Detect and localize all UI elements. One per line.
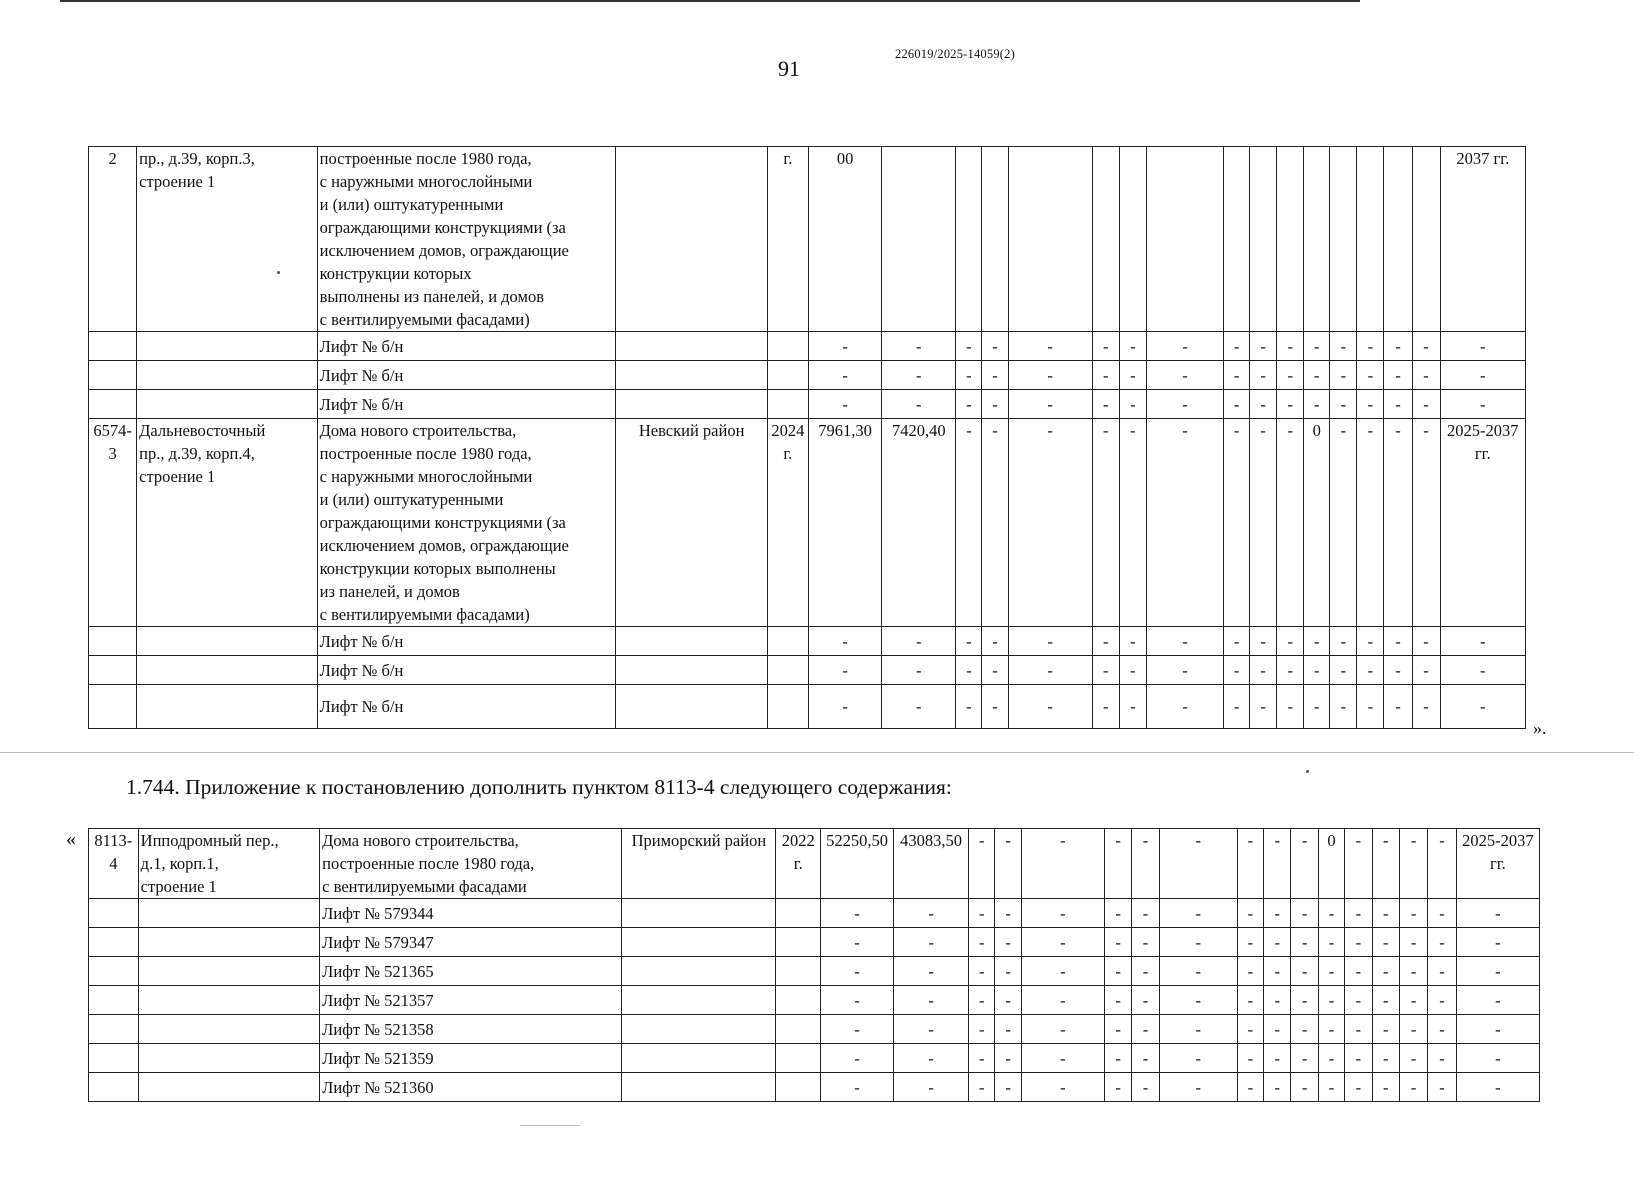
table-row: Лифт № б/н - - - - - - - - - - - - - - - - -	[89, 627, 1526, 656]
year-cell: г.	[767, 147, 808, 332]
scan-border	[60, 0, 1360, 2]
lift-label: Лифт № 579344	[320, 899, 622, 928]
address-cell: пр., д.39, корп.3, строение 1	[137, 147, 318, 332]
house-type-cell: построенные после 1980 года, с наружными многослойными и (или) оштукатуренными ограждающими конструкциями (за исключением домов, ограждающие конструкции которых выполнены из панелей, и домов с вентилируемыми фасадами)	[317, 147, 616, 332]
term-cell: 2025-2037 гг.	[1456, 829, 1539, 899]
scan-speck	[1306, 770, 1309, 773]
area-living-cell: 43083,50	[894, 829, 969, 899]
district-cell: Невский район	[616, 419, 767, 627]
lift-label: Лифт № 579347	[320, 928, 622, 957]
area-total-cell: 7961,30	[808, 419, 881, 627]
lift-label: Лифт № б/н	[317, 656, 616, 685]
lift-label: Лифт № 521358	[320, 1015, 622, 1044]
lift-label: Лифт № 521365	[320, 957, 622, 986]
table-continued	[88, 146, 1526, 729]
area-living-cell: 7420,40	[882, 419, 956, 627]
address-cell: Ипподромный пер., д.1, корп.1, строение 1	[138, 829, 320, 899]
lift-label: Лифт № б/н	[317, 685, 616, 729]
table-row: 6574-3 Дальневосточный пр., д.39, корп.4, строение 1 Дома нового строительства, построенные после 1980 года, с наружными многослойными и (или) оштукатуренными ограждающими конструкциями (за исключением домов, ограждающие конструкции которых выполнены из панелей, и домов с вентилируемыми фасадами) Невский район 2024 г. 7961,30 7420,40 - - - - - - - - - 0 - - - - 2025-2037 гг.	[89, 419, 1526, 627]
term-cell: 2037 гг.	[1440, 147, 1525, 332]
year-cell: 2024 г.	[767, 419, 808, 627]
area-total-cell: 00	[808, 147, 881, 332]
table-row: Лифт № 521357 - - - - - - - - - - - - - - - - -	[89, 986, 1540, 1015]
scan-artifact-line	[0, 752, 1634, 753]
year-cell: 2022 г.	[776, 829, 821, 899]
zero-value-cell: 0	[1304, 419, 1330, 627]
lift-label: Лифт № б/н	[317, 390, 616, 419]
table-row: Лифт № б/н - - - - - - - - - - - - - - - - -	[89, 361, 1526, 390]
table-row: Лифт № 579347 - - - - - - - - - - - - - - - - -	[89, 928, 1540, 957]
row-number: 2	[89, 147, 137, 332]
lift-label: Лифт № б/н	[317, 361, 616, 390]
lift-label: Лифт № 521359	[320, 1044, 622, 1073]
table-row: Лифт № б/н - - - - - - - - - - - - - - - - -	[89, 390, 1526, 419]
scan-artifact-line	[520, 1125, 580, 1126]
area-total-cell: 52250,50	[821, 829, 894, 899]
zero-value-cell: 0	[1318, 829, 1344, 899]
table-row: Лифт № б/н - - - - - - - - - - - - - - - - -	[89, 332, 1526, 361]
table-row: Лифт № 521358 - - - - - - - - - - - - - - - - -	[89, 1015, 1540, 1044]
district-cell: Приморский район	[622, 829, 776, 899]
house-type-cell: Дома нового строительства, построенные после 1980 года, с наружными многослойными и (или) оштукатуренными ограждающими конструкциями (за исключением домов, ограждающие конструкции которых выполнены из панелей, и домов с вентилируемыми фасадами)	[317, 419, 616, 627]
lift-label: Лифт № 521360	[320, 1073, 622, 1102]
table-row: Лифт № 579344 - - - - - - - - - - - - - - - - -	[89, 899, 1540, 928]
opening-quote: «	[66, 828, 76, 850]
table-new-item	[88, 828, 1540, 1102]
term-cell: 2025-2037 гг.	[1440, 419, 1525, 627]
section-heading: 1.744. Приложение к постановлению дополнить пунктом 8113-4 следующего содержания:	[126, 775, 952, 799]
table-row: Лифт № 521359 - - - - - - - - - - - - - - - - -	[89, 1044, 1540, 1073]
scan-speck	[277, 271, 280, 274]
row-number: 8113-4	[89, 829, 139, 899]
row-number: 6574-3	[89, 419, 137, 627]
table-row: Лифт № б/н - - - - - - - - - - - - - - - - -	[89, 685, 1526, 729]
table-row: Лифт № 521360 - - - - - - - - - - - - - - - - -	[89, 1073, 1540, 1102]
area-living-cell	[882, 147, 956, 332]
closing-quote: ».	[1533, 718, 1547, 738]
lift-label: Лифт № б/н	[317, 332, 616, 361]
district-cell	[616, 147, 767, 332]
table-row	[89, 147, 1526, 332]
address-cell: Дальневосточный пр., д.39, корп.4, строение 1	[137, 419, 318, 627]
page-number: 91	[778, 56, 800, 81]
table-row: Лифт № б/н - - - - - - - - - - - - - - - - -	[89, 656, 1526, 685]
document-code: 226019/2025-14059(2)	[895, 47, 1015, 61]
table-row: Лифт № 521365 - - - - - - - - - - - - - - - - -	[89, 957, 1540, 986]
house-type-cell: Дома нового строительства, построенные после 1980 года, с вентилируемыми фасадами	[320, 829, 622, 899]
lift-label: Лифт № б/н	[317, 627, 616, 656]
table-row: 8113-4 Ипподромный пер., д.1, корп.1, строение 1 Дома нового строительства, построенные после 1980 года, с вентилируемыми фасадами Приморский район 2022 г. 52250,50 43083,50 - - - - - - - - - 0 - - - - 2025-2037 гг.	[89, 829, 1540, 899]
lift-label: Лифт № 521357	[320, 986, 622, 1015]
